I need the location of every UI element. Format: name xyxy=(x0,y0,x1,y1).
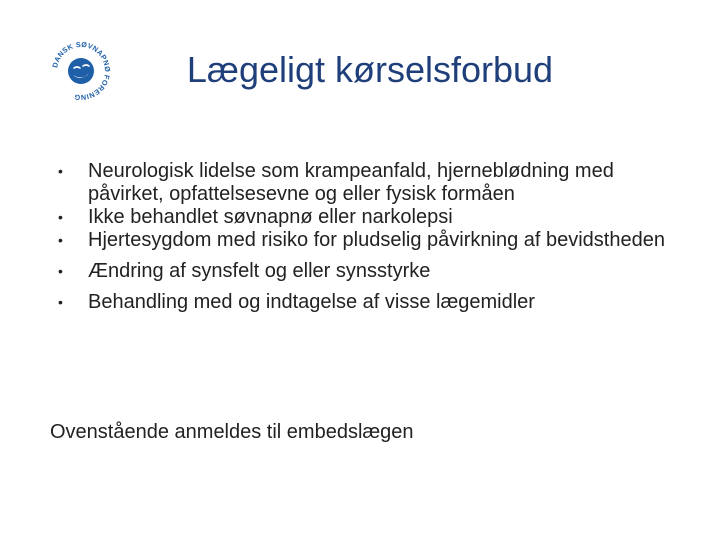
bullet-text: Ikke behandlet søvnapnø eller narkolepsi xyxy=(88,206,453,228)
bullet-text: Ændring af synsfelt og eller synsstyrke xyxy=(88,260,431,282)
bullet-item xyxy=(58,260,678,283)
bullet-text: Behandling med og indtagelse af visse lægemidler xyxy=(88,291,535,313)
footer-note: Ovenstående anmeldes til embedslægen xyxy=(50,421,414,443)
slide-title: Lægeligt kørselsforbud xyxy=(186,49,554,90)
bullet-text: Neurologisk lidelse som krampeanfald, hjerneblødning med påvirket, opfattelsesevne og eller fysisk formåen xyxy=(88,160,614,205)
logo-text: DANSK SØVNAPNØ FORENING xyxy=(50,40,112,102)
bullet-marker: • xyxy=(58,163,63,179)
sleeping-face-logo-icon xyxy=(50,40,112,102)
bullet-item xyxy=(58,160,678,206)
bullet-marker: • xyxy=(58,294,63,310)
association-logo xyxy=(50,40,112,102)
bullet-list xyxy=(58,160,678,314)
bullet-item xyxy=(58,229,678,252)
bullet-item xyxy=(58,291,678,314)
bullet-marker: • xyxy=(58,263,63,279)
bullet-text: Hjertesygdom med risiko for pludselig påvirkning af bevidstheden xyxy=(88,229,665,251)
bullet-item xyxy=(58,206,678,229)
bullet-marker: • xyxy=(58,209,63,225)
bullet-marker: • xyxy=(58,232,63,248)
